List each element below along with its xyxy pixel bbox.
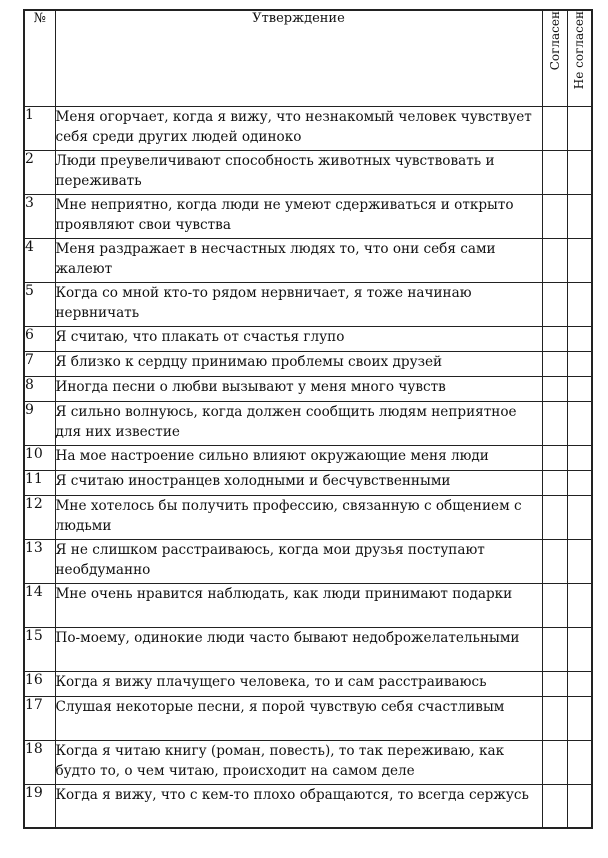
table-row [24, 495, 592, 539]
header-row [24, 10, 592, 106]
agree-cell[interactable] [542, 583, 567, 627]
disagree-cell[interactable] [567, 671, 592, 696]
row-statement: Я не слишком расстраиваюсь, когда мои друзья поступают необдуманно [55, 539, 542, 583]
agree-cell[interactable] [542, 495, 567, 539]
row-number: 2 [24, 150, 55, 194]
row-number: 4 [24, 238, 55, 282]
agree-cell[interactable] [542, 326, 567, 351]
table-row [24, 583, 592, 627]
row-statement: Я считаю иностранцев холодными и бесчувственными [55, 470, 542, 495]
row-number: 5 [24, 282, 55, 326]
agree-cell[interactable] [542, 194, 567, 238]
table-row [24, 671, 592, 696]
agree-cell[interactable] [542, 696, 567, 740]
agree-cell[interactable] [542, 238, 567, 282]
statement-header: Утверждение [55, 10, 542, 106]
row-number: 7 [24, 351, 55, 376]
disagree-cell[interactable] [567, 740, 592, 784]
table-row [24, 106, 592, 150]
disagree-cell[interactable] [567, 282, 592, 326]
table-row [24, 238, 592, 282]
disagree-cell[interactable] [567, 784, 592, 828]
table-row [24, 470, 592, 495]
row-statement: Я считаю, что плакать от счастья глупо [55, 326, 542, 351]
row-statement: Мне неприятно, когда люди не умеют сдерживаться и открыто проявляют свои чувства [55, 194, 542, 238]
row-number: 8 [24, 376, 55, 401]
row-statement: Когда я вижу плачущего человека, то и сам расстраиваюсь [55, 671, 542, 696]
row-number: 1 [24, 106, 55, 150]
table-row [24, 784, 592, 828]
disagree-cell[interactable] [567, 539, 592, 583]
table-row [24, 351, 592, 376]
row-statement: По-моему, одинокие люди часто бывают недоброжелательными [55, 627, 542, 671]
row-number: 10 [24, 445, 55, 470]
table-row [24, 445, 592, 470]
row-statement: Когда со мной кто-то рядом нервничает, я тоже начинаю нервничать [55, 282, 542, 326]
disagree-cell[interactable] [567, 351, 592, 376]
disagree-cell[interactable] [567, 326, 592, 351]
disagree-header [567, 10, 592, 106]
row-statement: На мое настроение сильно влияют окружающие меня люди [55, 445, 542, 470]
agree-cell[interactable] [542, 376, 567, 401]
row-number: 18 [24, 740, 55, 784]
disagree-cell[interactable] [567, 150, 592, 194]
row-number: 11 [24, 470, 55, 495]
agree-cell[interactable] [542, 445, 567, 470]
questionnaire-table [23, 9, 593, 829]
disagree-cell[interactable] [567, 445, 592, 470]
row-number: 9 [24, 401, 55, 445]
row-statement: Я близко к сердцу принимаю проблемы своих друзей [55, 351, 542, 376]
table-row [24, 401, 592, 445]
disagree-cell[interactable] [567, 470, 592, 495]
row-number: 17 [24, 696, 55, 740]
agree-cell[interactable] [542, 150, 567, 194]
table-row [24, 150, 592, 194]
row-statement: Когда я вижу, что с кем-то плохо обращаются, то всегда сержусь [55, 784, 542, 828]
disagree-cell[interactable] [567, 106, 592, 150]
table-row [24, 696, 592, 740]
row-number: 13 [24, 539, 55, 583]
row-number: 3 [24, 194, 55, 238]
row-statement: Мне очень нравится наблюдать, как люди принимают подарки [55, 583, 542, 627]
agree-cell[interactable] [542, 282, 567, 326]
row-statement: Когда я читаю книгу (роман, повесть), то так переживаю, как будто то, о чем читаю, происходит на самом деле [55, 740, 542, 784]
row-statement: Мне хотелось бы получить профессию, связанную с общением с людьми [55, 495, 542, 539]
disagree-cell[interactable] [567, 194, 592, 238]
agree-cell[interactable] [542, 470, 567, 495]
row-statement: Иногда песни о любви вызывают у меня много чувств [55, 376, 542, 401]
row-statement: Меня раздражает в несчастных людях то, что они себя сами жалеют [55, 238, 542, 282]
table-row [24, 740, 592, 784]
row-number: 14 [24, 583, 55, 627]
table-row [24, 194, 592, 238]
number-header: № [24, 10, 55, 106]
row-statement: Я сильно волнуюсь, когда должен сообщить людям неприятное для них известие [55, 401, 542, 445]
agree-cell[interactable] [542, 106, 567, 150]
agree-cell[interactable] [542, 401, 567, 445]
disagree-cell[interactable] [567, 495, 592, 539]
table-row [24, 282, 592, 326]
row-number: 6 [24, 326, 55, 351]
table-row [24, 539, 592, 583]
table-row [24, 326, 592, 351]
agree-cell[interactable] [542, 539, 567, 583]
row-number: 12 [24, 495, 55, 539]
disagree-cell[interactable] [567, 238, 592, 282]
row-statement: Меня огорчает, когда я вижу, что незнакомый человек чувствует себя среди других людей одиноко [55, 106, 542, 150]
row-number: 16 [24, 671, 55, 696]
agree-header [542, 10, 567, 106]
disagree-cell[interactable] [567, 583, 592, 627]
row-statement: Люди преувеличивают способность животных чувствовать и переживать [55, 150, 542, 194]
disagree-cell[interactable] [567, 696, 592, 740]
agree-header-label: Согласен [547, 11, 562, 71]
table-row [24, 376, 592, 401]
disagree-cell[interactable] [567, 401, 592, 445]
disagree-cell[interactable] [567, 376, 592, 401]
disagree-cell[interactable] [567, 627, 592, 671]
table-row [24, 627, 592, 671]
row-number: 15 [24, 627, 55, 671]
disagree-header-label: Не согласен [572, 11, 587, 90]
row-number: 19 [24, 784, 55, 828]
agree-cell[interactable] [542, 627, 567, 671]
agree-cell[interactable] [542, 740, 567, 784]
row-statement: Слушая некоторые песни, я порой чувствую себя счастливым [55, 696, 542, 740]
agree-cell[interactable] [542, 784, 567, 828]
agree-cell[interactable] [542, 671, 567, 696]
agree-cell[interactable] [542, 351, 567, 376]
